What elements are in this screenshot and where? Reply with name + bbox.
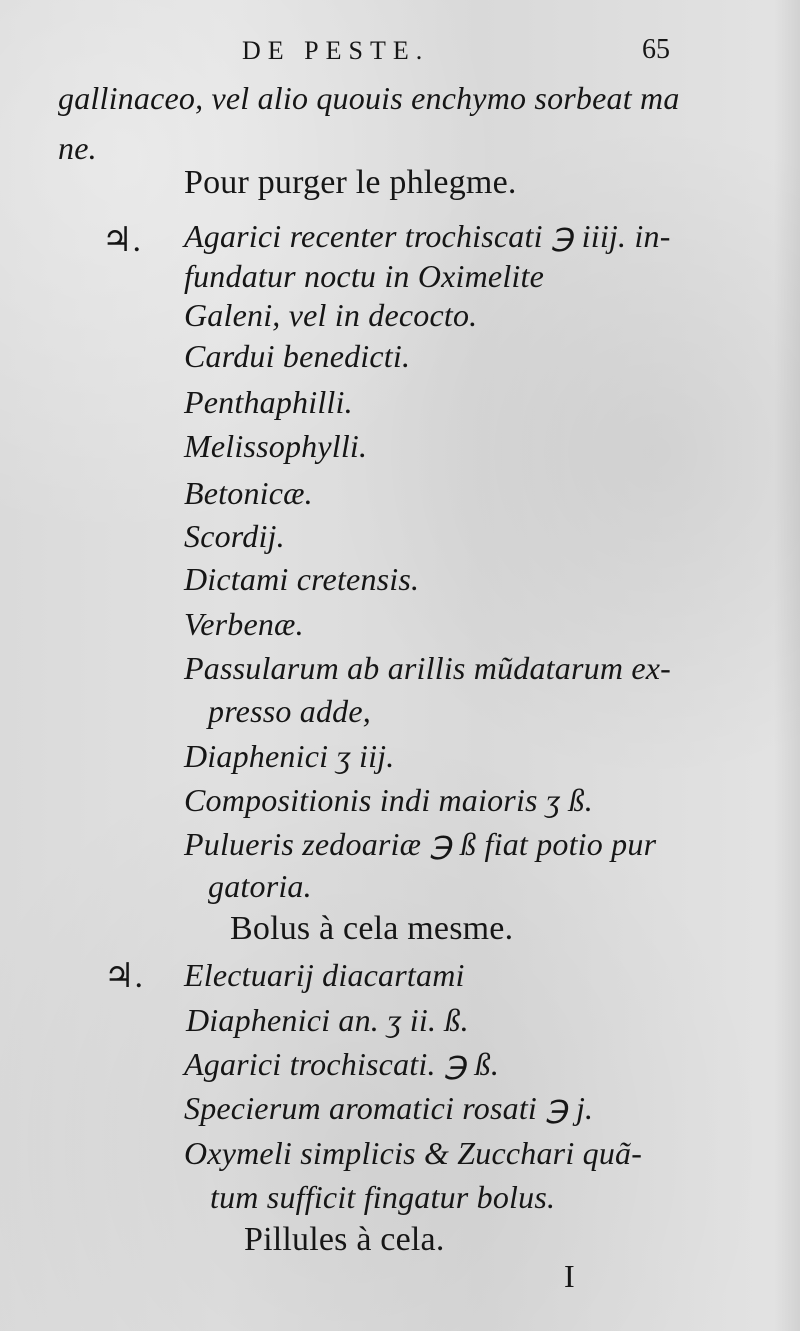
text-line-12: Dictami cretensis. <box>184 561 420 597</box>
recipe-mark-2: ♃. <box>104 958 143 995</box>
text-line-10: Betonicæ. <box>184 475 313 511</box>
text-line-13: Verbenæ. <box>184 606 304 642</box>
text-line-6: Galeni, vel in decocto. <box>184 297 478 333</box>
text-line-23: Agarici trochiscati. ℈ ß. <box>184 1046 500 1082</box>
text-line-5: fundatur noctu in Oximelite <box>184 258 545 294</box>
signature-mark: I <box>564 1258 575 1294</box>
page-edge-shadow <box>774 0 800 1331</box>
section-heading-pillules: Pillules à cela. <box>244 1221 445 1258</box>
text-line-15: presso adde, <box>208 693 371 729</box>
text-line-17: Compositionis indi maioris ʒ ß. <box>184 782 593 818</box>
section-heading-phlegme: Pour purger le phlegme. <box>184 164 517 201</box>
text-line-16: Diaphenici ʒ iij. <box>184 738 395 774</box>
text-line-2: ne. <box>58 130 97 166</box>
text-line-19: gatoria. <box>208 868 312 904</box>
text-line-1: gallinaceo, vel alio quouis enchymo sorbeat ma <box>58 80 680 116</box>
recipe-mark-1: ♃. <box>102 222 141 259</box>
text-line-18: Pulueris zedoariæ ℈ ß fiat potio pur <box>184 826 657 862</box>
text-line-22: Diaphenici an. ʒ ii. ß. <box>186 1002 469 1038</box>
running-title: DE PESTE. <box>242 36 430 65</box>
text-line-25: Oxymeli simplicis & Zucchari quã- <box>184 1135 643 1171</box>
text-line-9: Melissophylli. <box>184 428 368 464</box>
text-line-11: Scordij. <box>184 518 285 554</box>
section-heading-bolus: Bolus à cela mesme. <box>230 910 514 947</box>
text-line-7: Cardui benedicti. <box>184 338 411 374</box>
text-line-21: Electuarij diacartami <box>184 957 465 993</box>
text-line-8: Penthaphilli. <box>184 384 353 420</box>
page-number: 65 <box>642 34 670 65</box>
text-line-14: Passularum ab arillis mũdatarum ex- <box>184 650 671 686</box>
text-line-4: Agarici recenter trochiscati ℈ iiij. in- <box>184 218 671 254</box>
text-line-24: Specierum aromatici rosati ℈ j. <box>184 1090 594 1126</box>
text-line-26: tum sufficit fingatur bolus. <box>210 1179 556 1215</box>
